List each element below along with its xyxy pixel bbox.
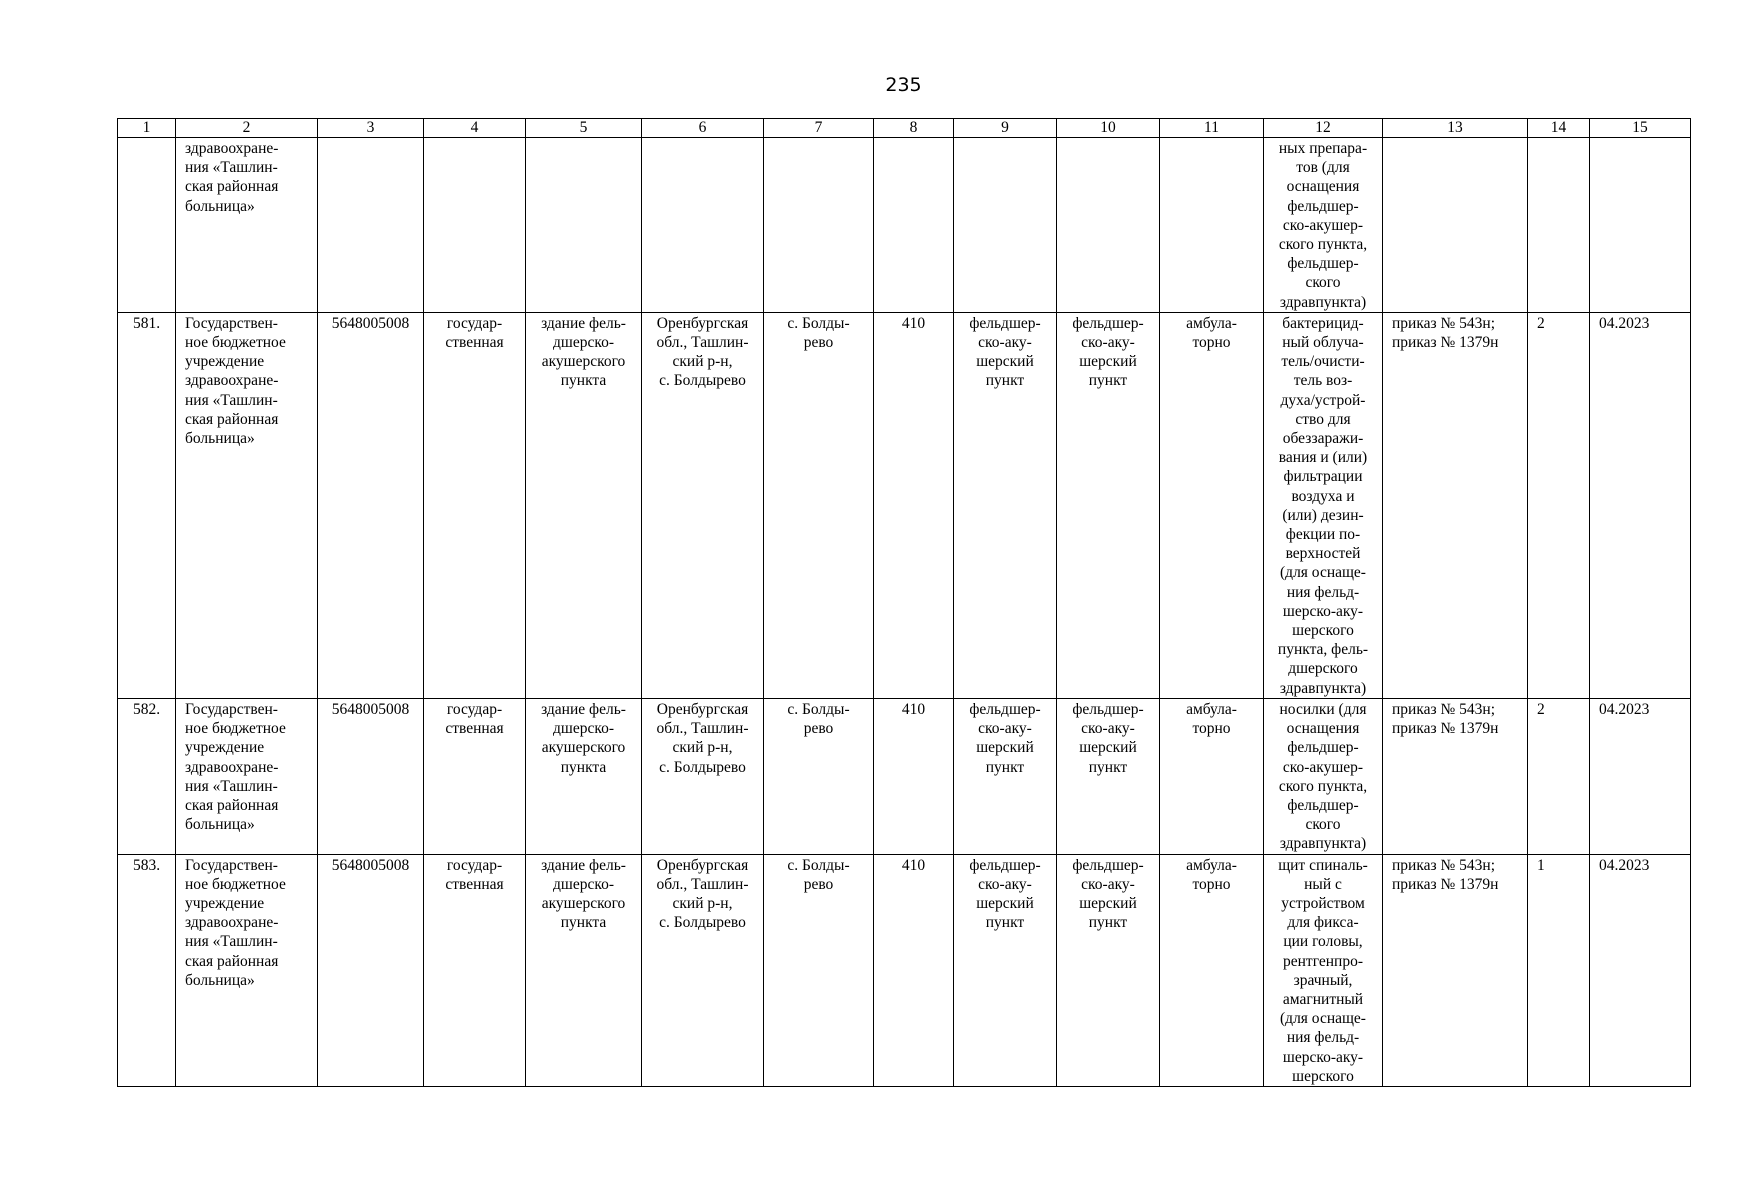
header-cell: 7 (764, 119, 874, 138)
code-cell: 410 (874, 854, 954, 1086)
building-name-cell: здание фель- дшерско- акушерского пункта (526, 854, 642, 1086)
facility-type-cell: фельдшер- ско-аку- шерский пункт (954, 312, 1057, 698)
column-number-header (118, 119, 1691, 138)
header-cell: 2 (176, 119, 318, 138)
table-row (118, 698, 1691, 854)
row-number-cell: 582. (118, 698, 176, 854)
address-cell (642, 138, 764, 313)
care-form-cell: амбула- торно (1160, 698, 1264, 854)
equipment-item-cell: ных препара- тов (для оснащения фельдшер- ско-акушер- ского пункта, фельдшер- ского здравпункта) (1264, 138, 1383, 313)
facility-subtype-cell (1057, 138, 1160, 313)
code-cell: 410 (874, 698, 954, 854)
code-cell (874, 138, 954, 313)
inn-cell: 5648005008 (318, 854, 424, 1086)
building-name-cell: здание фель- дшерско- акушерского пункта (526, 312, 642, 698)
equipment-item-cell: носилки (для оснащения фельдшер- ско-акушер- ского пункта, фельдшер- ского здравпункта) (1264, 698, 1383, 854)
quantity-cell: 2 (1528, 698, 1590, 854)
quantity-cell: 1 (1528, 854, 1590, 1086)
facility-type-cell: фельдшер- ско-аку- шерский пункт (954, 698, 1057, 854)
organization-name-cell: Государствен- ное бюджетное учреждение здравоохране- ния «Ташлин- ская районная больница» (176, 854, 318, 1086)
header-cell: 1 (118, 119, 176, 138)
header-cell: 15 (1590, 119, 1691, 138)
address-cell: Оренбургская обл., Ташлин- ский р-н, с. Болдырево (642, 698, 764, 854)
facility-type-cell (954, 138, 1057, 313)
facility-subtype-cell: фельдшер- ско-аку- шерский пункт (1057, 698, 1160, 854)
row-number-cell: 583. (118, 854, 176, 1086)
inn-cell: 5648005008 (318, 698, 424, 854)
ownership-form-cell: государ- ственная (424, 854, 526, 1086)
order-reference-cell (1383, 138, 1528, 313)
organization-name-cell: Государствен- ное бюджетное учреждение здравоохране- ния «Ташлин- ская районная больница» (176, 312, 318, 698)
table-row (118, 138, 1691, 313)
date-cell: 04.2023 (1590, 854, 1691, 1086)
ownership-form-cell: государ- ственная (424, 698, 526, 854)
order-reference-cell: приказ № 543н; приказ № 1379н (1383, 312, 1528, 698)
header-cell: 8 (874, 119, 954, 138)
header-cell: 4 (424, 119, 526, 138)
table-row (118, 312, 1691, 698)
address-cell: Оренбургская обл., Ташлин- ский р-н, с. Болдырево (642, 312, 764, 698)
locality-cell: с. Болды- рево (764, 854, 874, 1086)
organization-name-cell: здравоохране- ния «Ташлин- ская районная больница» (176, 138, 318, 313)
date-cell (1590, 138, 1691, 313)
address-cell: Оренбургская обл., Ташлин- ский р-н, с. Болдырево (642, 854, 764, 1086)
locality-cell (764, 138, 874, 313)
ownership-form-cell (424, 138, 526, 313)
facility-subtype-cell: фельдшер- ско-аку- шерский пункт (1057, 312, 1160, 698)
header-cell: 9 (954, 119, 1057, 138)
order-reference-cell: приказ № 543н; приказ № 1379н (1383, 854, 1528, 1086)
facility-type-cell: фельдшер- ско-аку- шерский пункт (954, 854, 1057, 1086)
header-cell: 13 (1383, 119, 1528, 138)
table-row (118, 854, 1691, 1086)
locality-cell: с. Болды- рево (764, 312, 874, 698)
quantity-cell: 2 (1528, 312, 1590, 698)
equipment-item-cell: бактерицид- ный облуча- тель/очисти- тель воз- духа/устрой- ство для обеззаражи- вания и (или) фильтрации воздуха и (или) дезин- фекции по- верхностей (для оснаще- ния фельд- шерско-аку- шерского пункта, фель- дшерского здравпункта) (1264, 312, 1383, 698)
facility-subtype-cell: фельдшер- ско-аку- шерский пункт (1057, 854, 1160, 1086)
code-cell: 410 (874, 312, 954, 698)
header-cell: 14 (1528, 119, 1590, 138)
header-cell: 6 (642, 119, 764, 138)
date-cell: 04.2023 (1590, 312, 1691, 698)
building-name-cell (526, 138, 642, 313)
inn-cell: 5648005008 (318, 312, 424, 698)
quantity-cell (1528, 138, 1590, 313)
care-form-cell (1160, 138, 1264, 313)
register-table (117, 118, 1691, 1087)
table-body (118, 119, 1691, 1087)
header-cell: 12 (1264, 119, 1383, 138)
building-name-cell: здание фель- дшерско- акушерского пункта (526, 698, 642, 854)
header-cell: 3 (318, 119, 424, 138)
order-reference-cell: приказ № 543н; приказ № 1379н (1383, 698, 1528, 854)
header-cell: 11 (1160, 119, 1264, 138)
inn-cell (318, 138, 424, 313)
locality-cell: с. Болды- рево (764, 698, 874, 854)
ownership-form-cell: государ- ственная (424, 312, 526, 698)
header-cell: 5 (526, 119, 642, 138)
care-form-cell: амбула- торно (1160, 854, 1264, 1086)
row-number-cell (118, 138, 176, 313)
care-form-cell: амбула- торно (1160, 312, 1264, 698)
header-cell: 10 (1057, 119, 1160, 138)
equipment-item-cell: щит спиналь- ный с устройством для фикса- ции головы, рентгенпро- зрачный, амагнитный (для оснаще- ния фельд- шерско-аку- шерского (1264, 854, 1383, 1086)
row-number-cell: 581. (118, 312, 176, 698)
date-cell: 04.2023 (1590, 698, 1691, 854)
page-number: 235 (885, 74, 922, 96)
organization-name-cell: Государствен- ное бюджетное учреждение здравоохране- ния «Ташлин- ская районная больница» (176, 698, 318, 854)
